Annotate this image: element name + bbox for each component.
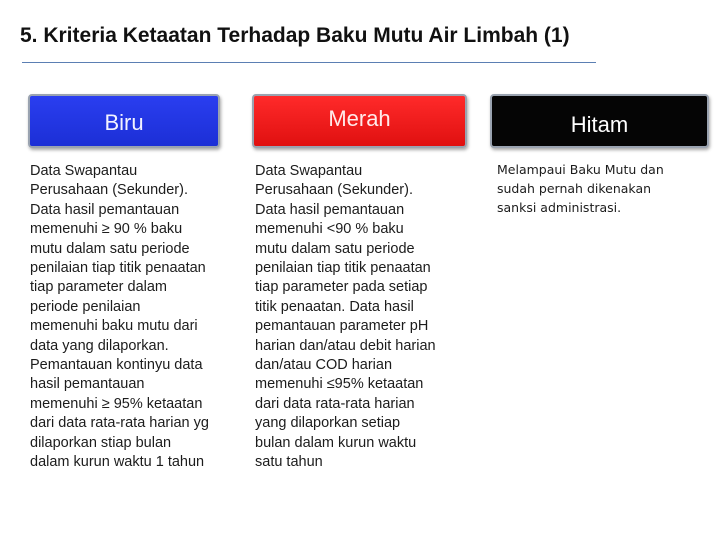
category-box-merah [252, 94, 467, 148]
criteria-text-hitam: Melampaui Baku Mutu dan sudah pernah dikenakan sanksi administrasi. [497, 162, 664, 215]
title-divider [22, 62, 596, 63]
category-box-biru [28, 94, 220, 148]
category-label-biru: Biru [104, 110, 144, 135]
criteria-text-merah: Data Swapantau Perusahaan (Sekunder). Data hasil pemantauan memenuhi <90 % baku mutu dalam satu periode penilaian tiap titik penaatan tiap parameter pada setiap titik penaatan. Data hasil pemantauan parameter pH harian dan/atau debit harian dan/atau COD harian memenuhi ≤95% ketaatan dari data rata-rata harian yang dilaporkan setiap bulan dalam kurun waktu satu tahun [255, 163, 436, 471]
criteria-text-biru: Data Swapantau Perusahaan (Sekunder). Data hasil pemantauan memenuhi ≥ 90 % baku mutu dalam satu periode penilaian tiap titik penaatan tiap parameter dalam periode penilaian memenuhi baku mutu dari data yang dilaporkan. Pemantauan kontinyu data hasil pemantauan memenuhi ≥ 95% ketaatan dari data rata-rata harian yg dilaporkan stiap bulan dalam kurun waktu 1 tahun [30, 163, 209, 471]
category-label-merah: Merah [328, 106, 391, 131]
category-label-hitam: Hitam [570, 112, 629, 137]
page-title: 5. Kriteria Ketaatan Terhadap Baku Mutu Air Limbah (1) [20, 24, 570, 47]
category-box-hitam [490, 94, 709, 148]
